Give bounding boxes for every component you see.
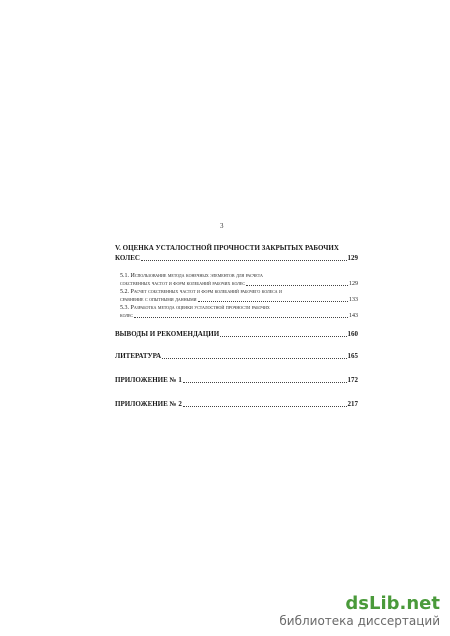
dot-leader bbox=[183, 381, 347, 383]
dslib-logo: dsLib.net bbox=[345, 593, 440, 614]
conclusions-entry[interactable] bbox=[115, 329, 358, 339]
section-5-3-line1: 5.3. Разработка метода оценки усталостной прочности рабочих bbox=[120, 305, 270, 311]
table-of-contents bbox=[115, 243, 358, 409]
section-5-1[interactable] bbox=[115, 272, 358, 288]
section-5-2-page: 133 bbox=[349, 297, 358, 303]
watermark-tagline: библиотека диссертаций bbox=[279, 614, 440, 628]
appendix-2-page: 217 bbox=[347, 400, 358, 408]
chapter-5-page: 129 bbox=[347, 254, 358, 262]
chapter-5-title-line2: КОЛЕС bbox=[115, 254, 140, 262]
dot-leader bbox=[162, 357, 346, 359]
page-number: 3 bbox=[220, 222, 224, 230]
dot-leader bbox=[246, 284, 348, 286]
section-5-3[interactable] bbox=[115, 304, 358, 320]
literature-title: ЛИТЕРАТУРА bbox=[115, 352, 162, 360]
section-5-1-line2: собственных частот и форм колебаний рабочих колес bbox=[120, 281, 245, 287]
section-5-2-line1: 5.2. Расчет собственных частот и форм колебаний рабочего колеса и bbox=[120, 289, 282, 295]
dot-leader bbox=[198, 300, 348, 302]
appendix-1-title: ПРИЛОЖЕНИЕ № 1 bbox=[115, 376, 182, 384]
dot-leader bbox=[183, 405, 347, 407]
section-5-3-line2: колес bbox=[120, 313, 134, 319]
appendix-1-entry[interactable] bbox=[115, 375, 358, 385]
watermark[interactable] bbox=[279, 594, 440, 628]
dot-leader bbox=[134, 316, 348, 318]
chapter-5-entry[interactable] bbox=[115, 253, 358, 263]
section-5-2-line2: сравнение с опытными данными bbox=[120, 297, 197, 303]
chapter-5-title-line1: V. ОЦЕНКА УСТАЛОСТНОЙ ПРОЧНОСТИ ЗАКРЫТЫХ РАБОЧИХ bbox=[115, 244, 339, 252]
section-5-1-page: 129 bbox=[349, 281, 358, 287]
section-5-1-line1: 5.1. Использование метода конечных элементов для расчета bbox=[120, 273, 263, 279]
section-5-2[interactable] bbox=[115, 288, 358, 304]
literature-entry[interactable] bbox=[115, 351, 358, 361]
appendix-2-entry[interactable] bbox=[115, 399, 358, 409]
appendix-1-page: 172 bbox=[347, 376, 358, 384]
dot-leader bbox=[220, 335, 346, 337]
conclusions-title: ВЫВОДЫ И РЕКОМЕНДАЦИИ bbox=[115, 330, 220, 338]
literature-page: 165 bbox=[347, 352, 358, 360]
appendix-2-title: ПРИЛОЖЕНИЕ № 2 bbox=[115, 400, 182, 408]
section-5-3-page: 143 bbox=[349, 313, 358, 319]
dot-leader bbox=[141, 259, 347, 261]
conclusions-page: 160 bbox=[347, 330, 358, 338]
